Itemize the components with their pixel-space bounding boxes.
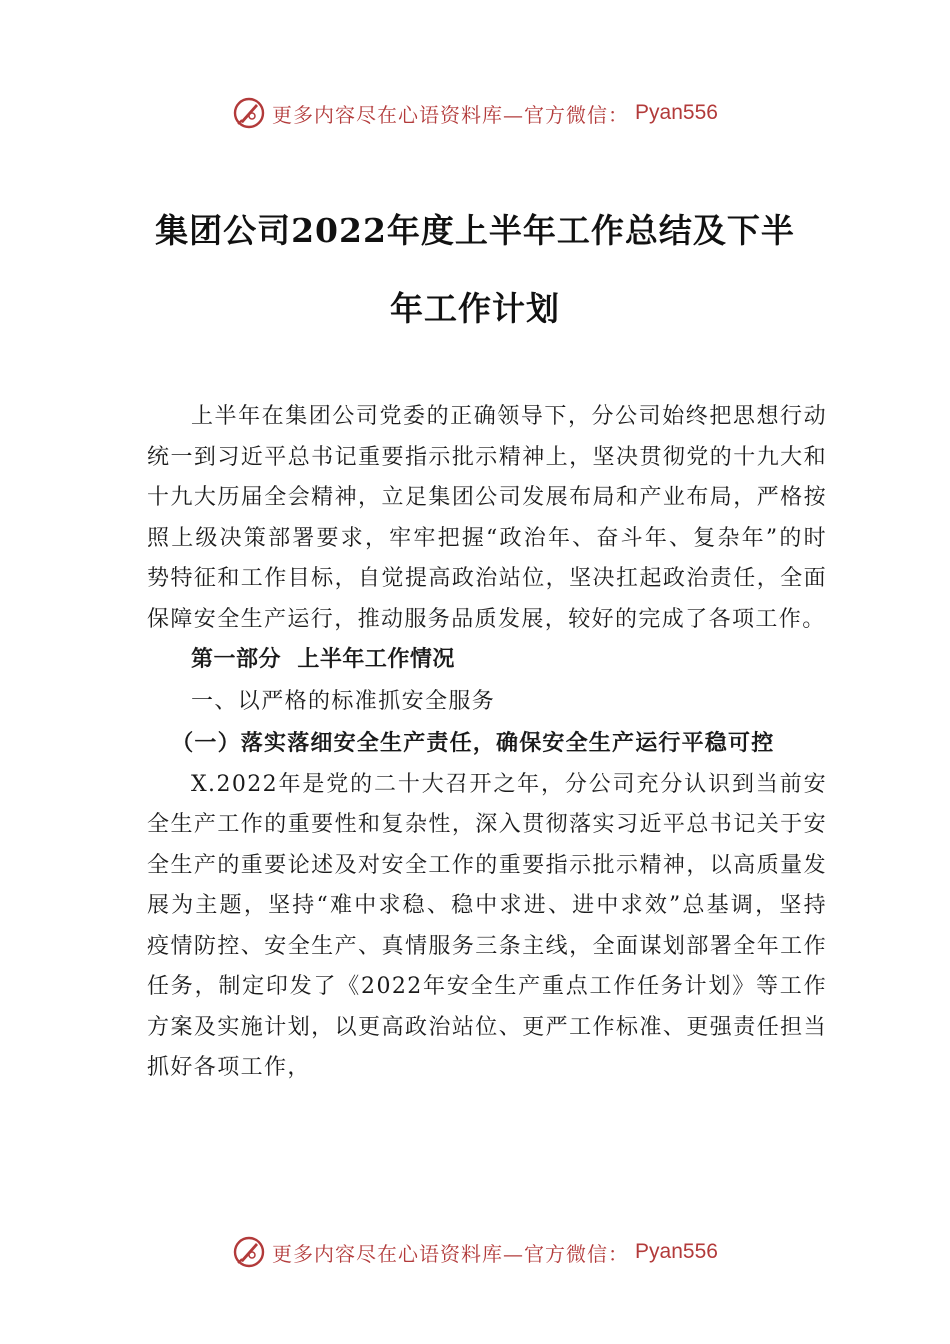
banner-wechat-id: Pyan556	[635, 101, 718, 124]
quill-seal-logo-icon	[232, 96, 266, 130]
document-body	[147, 397, 827, 1089]
intro-paragraph: 上半年在集团公司党委的正确领导下，分公司始终把思想行动统一到习近平总书记重要指示批示精神上，坚决贯彻党的十九大和十九大历届全会精神，立足集团公司发展布局和产业布局，严格按照上级决策部署要求，牢牢把握“政治年、奋斗年、复杂年”的时势特征和工作目标，自觉提高政治站位，坚决扛起政治责任，全面保障安全生产运行，推动服务品质发展，较好的完成了各项工作。	[147, 404, 827, 632]
header-banner	[0, 93, 950, 133]
subsection1-heading: （一）落实落细安全生产责任，确保安全生产运行平稳可控	[171, 730, 775, 756]
section1-heading: 一、以严格的标准抓安全服务	[191, 688, 496, 714]
quill-seal-logo-icon	[232, 1235, 266, 1269]
body-paragraph-1: X.2022年是党的二十大召开之年，分公司充分认识到当前安全生产工作的重要性和复杂性，深入贯彻落实习近平总书记关于安全生产的重要论述及对安全工作的重要指示批示精神，以高质量发展为主题，坚持“难中求稳、稳中求进、进中求效”总基调，坚持疫情防控、安全生产、真情服务三条主线，全面谋划部署全年工作任务，制定印发了《2022年安全生产重点工作任务计划》等工作方案及实施计划，以更高政治站位、更严工作标准、更强责任担当抓好各项工作，	[147, 771, 827, 1080]
document-title-line2: 年工作计划	[390, 289, 560, 328]
banner-text: 更多内容尽在心语资料库—官方微信：	[272, 102, 630, 127]
footer-banner	[0, 1232, 950, 1272]
document-title-line1: 集团公司2022年度上半年工作总结及下半	[155, 211, 795, 250]
part1-heading: 第一部分 上半年工作情况	[191, 647, 455, 672]
banner-text: 更多内容尽在心语资料库—官方微信：	[272, 1241, 630, 1266]
banner-wechat-id: Pyan556	[635, 1240, 718, 1263]
